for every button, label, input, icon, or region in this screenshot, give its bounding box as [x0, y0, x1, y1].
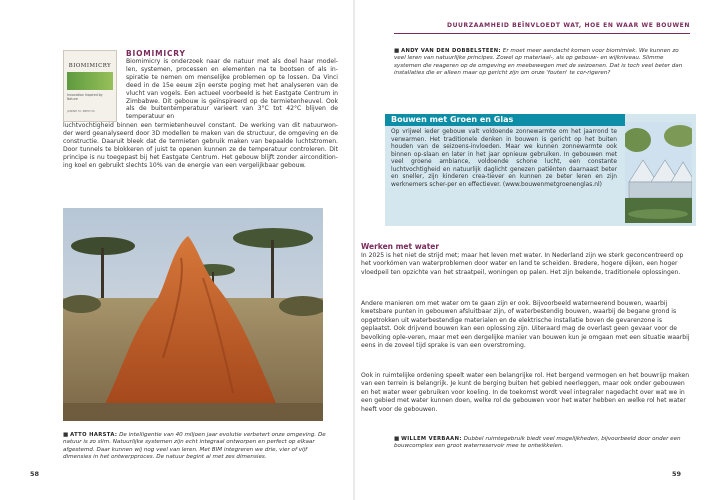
book-cover-subtitle: Innovation Inspired by Nature	[67, 93, 103, 101]
water-paragraph-1: In 2025 is het niet de strijd met; maar het leven met water. In Nederland zijn we sterk geconcentreerd op het voorkómen van waterproblemen door water en land te scheiden. Bredere, hogere dijken, een hoger vloedpeil ten opzichte van het straatpeil, woningen op palen. Het zijn bekende, traditionele oplossingen.	[361, 252, 684, 276]
book-cover-leaf-band	[67, 72, 113, 90]
page-number-right: 59	[672, 470, 682, 478]
green-box-text: Op vrijwel ieder gebouw valt voldoende zonnewarmte om het jaarrond te verwarmen. Het traditionele denken in bouwen is gericht op het buiten houden van de seizoens-invloeden. Maar we kunnen zonnewarmte ook binnen op-slaan en later in het jaar opnieuw gebruiken. In gebouwen met veel groene ambiance, voldoende schone lucht, een constante luchtvochtigheid en natuurlijk daglicht genezen patiënten daarnaast beter en sneller, zijn kinderen crea-tiever en kunnen ze beter leren en zijn werknemers scher-per en effectiever. (www.bouwenmetgroenenglas.nl)	[391, 129, 617, 188]
book-cover-title: BIOMIMICRY	[68, 63, 112, 69]
book-cover-author: JANINE M. BENYUS	[67, 109, 95, 113]
header-rule	[394, 33, 690, 34]
green-glass-box	[385, 114, 696, 226]
green-box-title: Bouwen met Groen en Glas	[385, 114, 625, 126]
biomimicry-text-top: Biomimicry is onderzoek naar de natuur met als doel haar model-len, systemen, processen en elementen na te bootsen of als in-spiratie te nemen om menselijke problemen op te lossen. Da Vinci deed in de 15e eeuw zijn eerste poging met het analyseren van de vlucht van vogels. Een actueel voorbeeld is het Eastgate Centrum in Zimbabwe. Dit gebouw is geïnspireerd op de termietenheuvel. Ook als de buitentemperatuur varieert van 3°C tot 42°C blijven de temperatuur en	[126, 58, 338, 121]
running-header: DUURZAAMHEID BEÏNVLOEDT WAT, HOE EN WAAR WE BOUWEN	[447, 22, 690, 29]
biomimicry-title: BIOMIMICRY	[126, 49, 186, 58]
biomimicry-text-bottom: luchtvochtigheid binnen een termietenheuvel constant. De werking van dit natuurwon-der werd geanalyseerd door 3D modellen te maken van de structuur, de omgeving en de constructie. Daaruit bleek dat de termieten gebruik maken van bepaalde luchtstromen. Door tunnels te blokkeren of juist te openen kunnen ze de temperatuur controleren. Dit principe is nu toegepast bij het Eastgate Centrum. Het gebouw blijft zonder aircondition-ing koel en gebruikt slechts 10% van de energie van een vergelijkbaar gebouw.	[63, 122, 338, 169]
quote-atto-harsta: ■ ATTO HARSTA: De intelligentie van 40 miljoen jaar evolutie verbetert onze omgeving. De natuur is zo slim. Natuurlijke systemen zijn echt integraal ontworpen en perfect op elkaar afgestemd. Daar kunnen wij nog veel van leren. Met BIM integreren we drie, vier of vijf dimensies in het ontwerpproces. De natuur begint al met zes dimensies.	[63, 432, 326, 461]
quote-text: De intelligentie van 40 miljoen jaar evolutie verbetert onze omgeving. De natuur is zo slim. Natuurlijke systemen zijn echt integraal ontworpen en perfect op elkaar afgestemd. Daar kunnen wij nog veel van leren. Met BIM integreren we drie, vier of vijf dimensies in het ontwerpproces. De natuur begint al met zes dimensies.	[63, 432, 326, 461]
termite-mound-photo	[63, 208, 323, 421]
page-number-left: 58	[30, 470, 40, 478]
quote-text: Dubbel ruimtegebruik biedt veel mogelijkheden, bijvoorbeeld door onder een bouwcomplex een groot waterreservoir mee te ontwikkelen.	[394, 436, 681, 450]
book-gutter	[353, 0, 355, 500]
quote-author: WILLEM VERBAAN:	[401, 436, 462, 442]
water-paragraph-2: Andere manieren om met water om te gaan zijn er ook. Bijvoorbeeld waterneerend bouwen, waarbij kwetsbare punten in gebouwen afsluitbaar zijn, of waterbestendig bouwen, waarbij de begane grond is opgetrokken uit waterbestendige materialen en de elektrische installatie boven de gevarenzone is geplaatst. Ook drijvend bouwen kan een oplossing zijn. Uiteraard mag de overlast geen gevaar voor de bevolking ople-veren, maar met een dergelijke manier van bouwen kun je omgaan met een situatie waarbij eens in de zoveel tijd sprake is van een overstroming.	[361, 300, 690, 350]
quote-text: Er moet meer aandacht komen voor biomimiek. We kunnen zo veel leren van natuurlijke principes. Zowel op materiaal-, als op gebouw- en wijkniveau. Slimme systemen die reageren op de omgeving en meebewegen met de seizoenen. Dat is toch veel beter dan installaties die er alleen maar op gericht zijn om onze 'fouten' te cor-rigeren?	[394, 48, 683, 77]
water-heading: Werken met water	[361, 242, 440, 251]
quote-author: ANDY VAN DEN DOBBELSTEEN:	[401, 48, 501, 54]
book-cover-image	[63, 50, 117, 122]
greenhouse-photo	[625, 122, 692, 223]
quote-author: ATTO HARSTA:	[70, 432, 118, 438]
quote-willem-verbaan: ■ WILLEM VERBAAN: Dubbel ruimtegebruik biedt veel mogelijkheden, bijvoorbeeld door onder een bouwcomplex een groot waterreservoir mee te ontwikkelen.	[394, 436, 681, 450]
water-paragraph-3: Ook in ruimtelijke ordening speelt water een belangrijke rol. Het bergend vermogen en het bouwrijp maken van een terrein is belangrijk. Je kunt de berging buiten het gebied neerleggen, maar ook onder gebouwen en het water weer gebruiken voor koeling. In de toekomst wordt veel integraler nagedacht over wat we in een gebied met water kunnen doen, welke rol de gebouwen voor het water hebben en welke rol het water heeft voor de gebouwen.	[361, 372, 690, 413]
quote-andy-van-den-dobbelsteen: ■ ANDY VAN DEN DOBBELSTEEN: Er moet meer aandacht komen voor biomimiek. We kunnen zo veel leren van natuurlijke principes. Zowel op materiaal-, als op gebouw- en wijkniveau. Slimme systemen die reageren op de omgeving en meebewegen met de seizoenen. Dat is toch veel beter dan installaties die er alleen maar op gericht zijn om onze 'fouten' te cor-rigeren?	[394, 48, 683, 77]
